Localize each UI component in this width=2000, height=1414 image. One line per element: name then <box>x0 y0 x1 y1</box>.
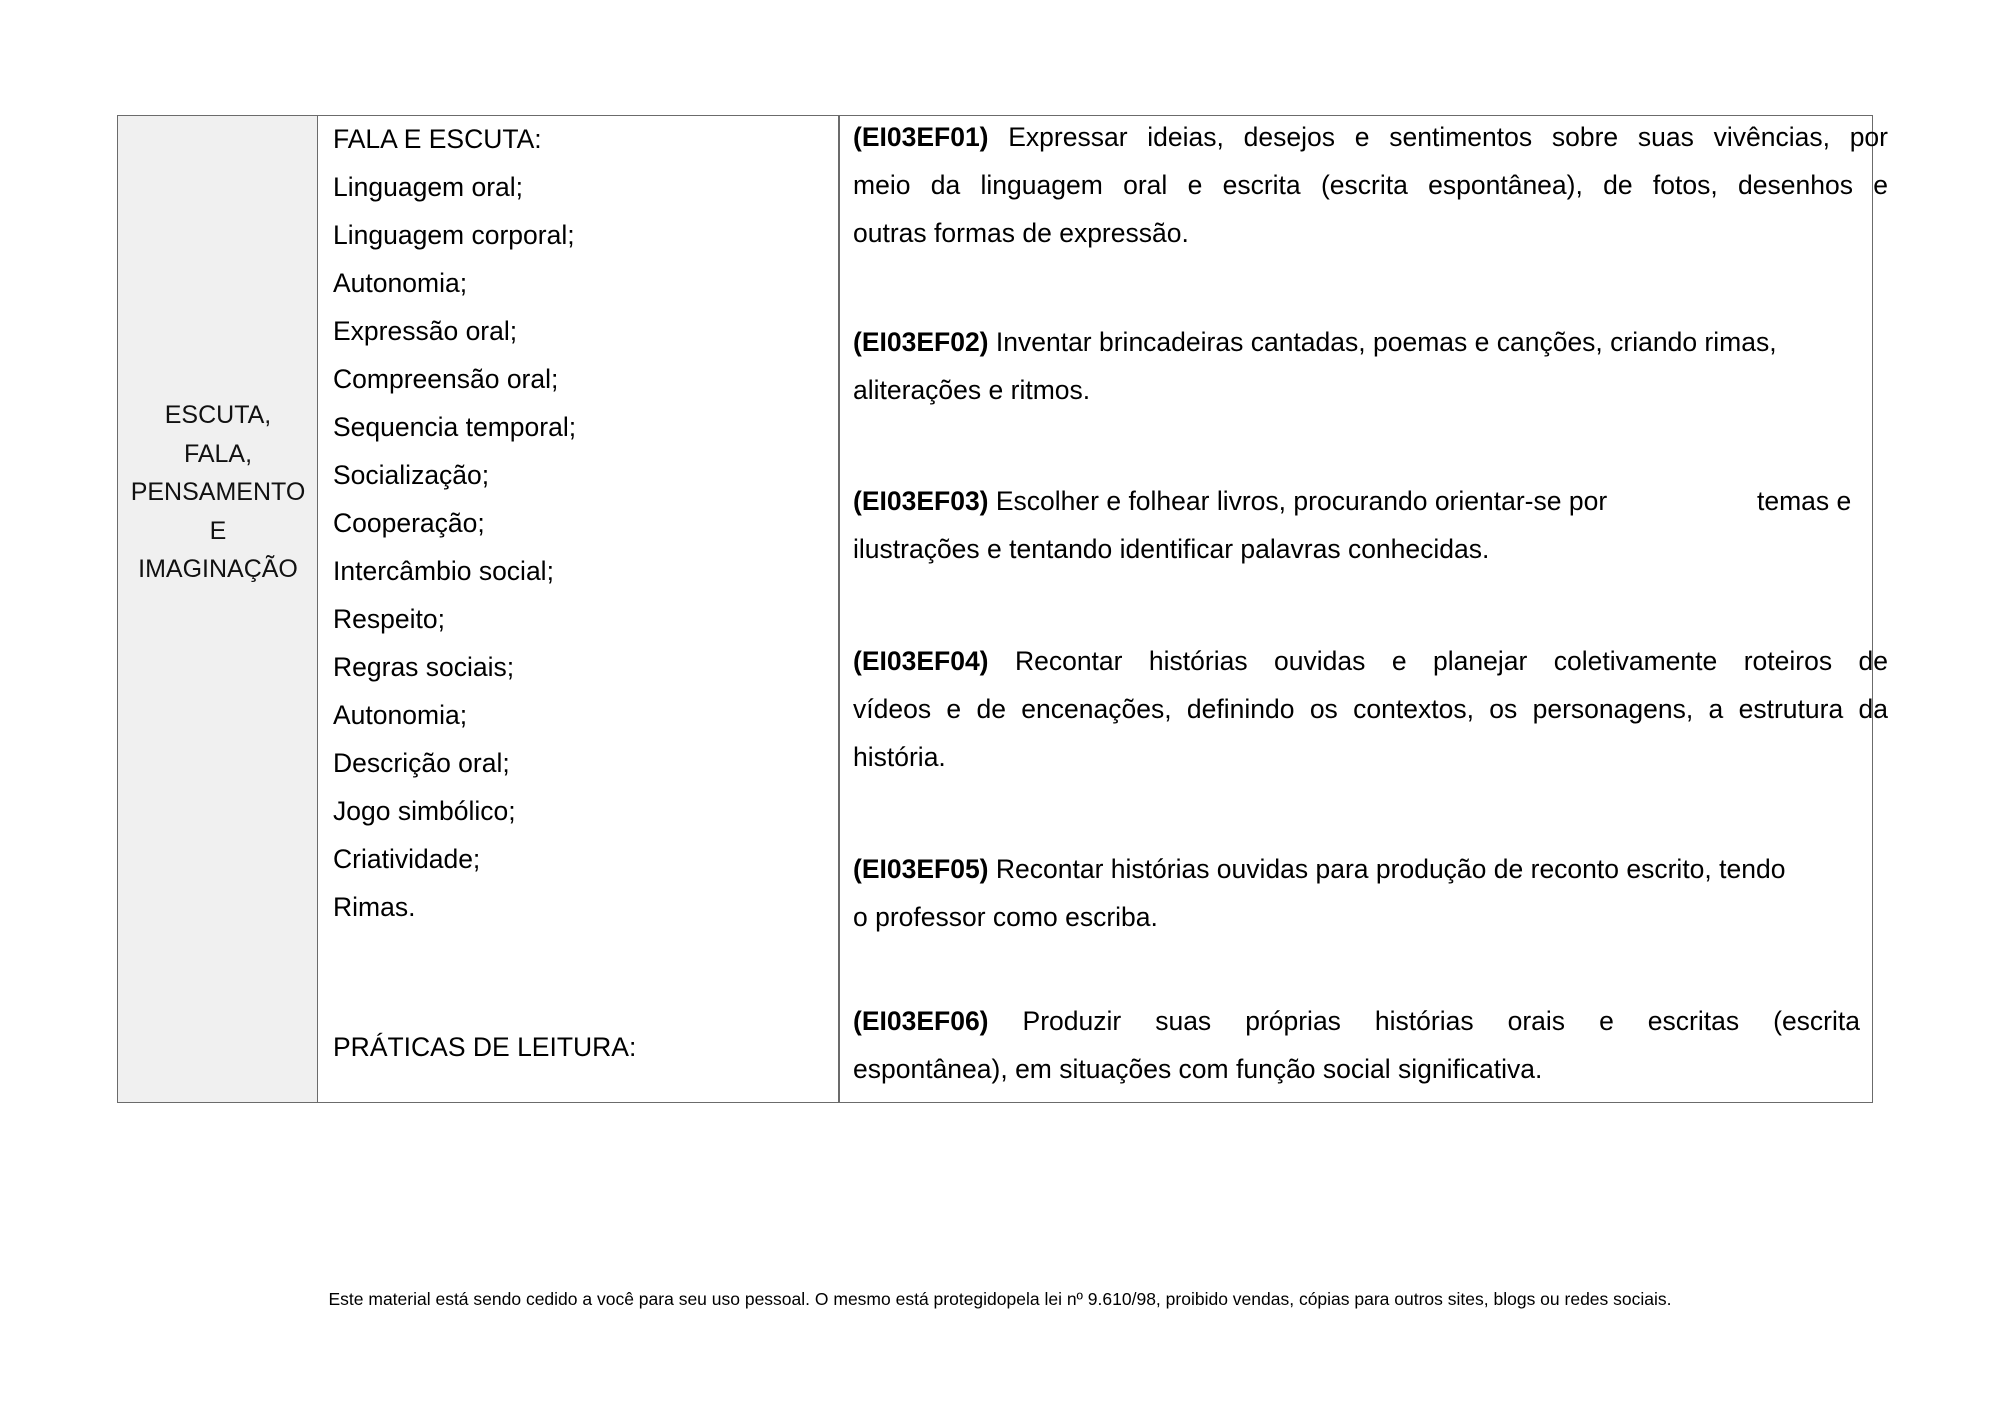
content-item: Compreensão oral; <box>333 364 559 394</box>
objective-ef06 <box>853 1006 1860 1036</box>
content-item: Criatividade; <box>333 844 481 874</box>
area-title-line: ESCUTA, <box>164 401 272 429</box>
content-item: Respeito; <box>333 604 445 634</box>
objective-line: ilustrações e tentando identificar palavras conhecidas. <box>853 534 1490 564</box>
objective-code: (EI03EF06) <box>853 1006 989 1036</box>
content-item: Linguagem corporal; <box>333 220 575 250</box>
objective-text: Recontar histórias ouvidas e planejar coletivamente roteiros de <box>988 646 1888 676</box>
objective-code: (EI03EF01) <box>853 122 989 152</box>
objective-text: Escolher e folhear livros, procurando orientar-se por <box>988 486 1608 516</box>
content-heading-praticas-leitura: PRÁTICAS DE LEITURA: <box>333 1032 637 1062</box>
objective-line: vídeos e de encenações, definindo os contextos, os personagens, a estrutura da <box>853 694 1888 724</box>
objective-line: outras formas de expressão. <box>853 218 1189 248</box>
objective-code: (EI03EF04) <box>853 646 989 676</box>
content-heading-fala-escuta: FALA E ESCUTA: <box>333 124 542 154</box>
objective-code: (EI03EF02) <box>853 327 989 357</box>
content-item: Jogo simbólico; <box>333 796 516 826</box>
objective-text: Recontar histórias ouvidas para produção de reconto escrito, tendo <box>988 854 1786 884</box>
objective-line: o professor como escriba. <box>853 902 1158 932</box>
column-divider <box>838 115 840 1103</box>
content-item: Autonomia; <box>333 268 468 298</box>
objective-text: Expressar ideias, desejos e sentimentos sobre suas vivências, por <box>988 122 1888 152</box>
objective-line: aliterações e ritmos. <box>853 375 1091 405</box>
content-item: Socialização; <box>333 460 490 490</box>
area-title-line: PENSAMENTO <box>130 478 306 506</box>
objective-text: Inventar brincadeiras cantadas, poemas e canções, criando rimas, <box>988 327 1777 357</box>
objective-ef01 <box>853 122 1888 152</box>
objective-ef02 <box>853 327 1777 357</box>
content-item: Linguagem oral; <box>333 172 524 202</box>
objective-line: espontânea), em situações com função social significativa. <box>853 1054 1543 1084</box>
content-item: Rimas. <box>333 892 416 922</box>
objective-ef04 <box>853 646 1888 676</box>
area-title-line: FALA, <box>183 439 253 468</box>
content-item: Expressão oral; <box>333 316 518 346</box>
area-cell <box>117 115 318 1103</box>
content-item: Intercâmbio social; <box>333 556 554 586</box>
copyright-notice: Este material está sendo cedido a você para seu uso pessoal. O mesmo está protegidopela lei nº 9.610/98, proibido vendas, cópias para outros sites, blogs ou redes sociais. <box>328 1289 1672 1309</box>
area-title-line: E <box>209 516 227 545</box>
area-title-line: IMAGINAÇÃO <box>138 555 298 583</box>
content-item: Sequencia temporal; <box>333 412 577 442</box>
objective-ef03 <box>853 486 1607 516</box>
content-item: Cooperação; <box>333 508 485 538</box>
objective-text: Produzir suas próprias histórias orais e escritas (escrita <box>988 1006 1860 1036</box>
content-item: Regras sociais; <box>333 652 515 682</box>
objective-line: meio da linguagem oral e escrita (escrita espontânea), de fotos, desenhos e <box>853 170 1888 200</box>
objective-code: (EI03EF05) <box>853 854 989 884</box>
content-item: Descrição oral; <box>333 748 510 778</box>
content-item: Autonomia; <box>333 700 468 730</box>
objective-line-fragment: temas e <box>1757 486 1852 516</box>
objective-ef05 <box>853 854 1785 884</box>
objective-line: história. <box>853 742 946 772</box>
objective-code: (EI03EF03) <box>853 486 989 516</box>
area-title <box>119 396 317 589</box>
